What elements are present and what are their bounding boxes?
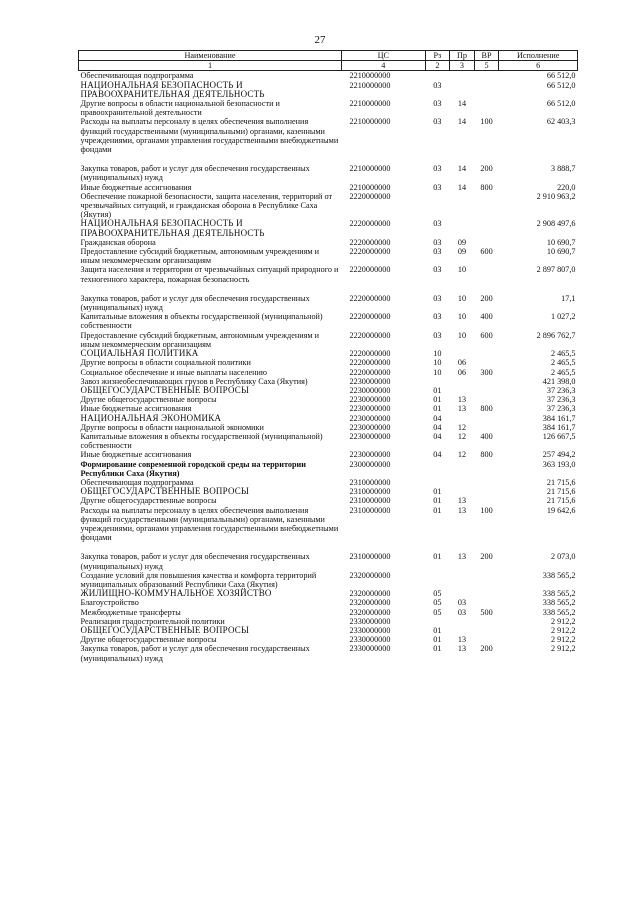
row-name: Предоставление субсидий бюджетным, автономным учреждениям и иным некоммерческим организациям [80, 247, 319, 266]
row-cs: 2320000000 [349, 598, 391, 608]
col-rz-header: Рз [425, 51, 450, 61]
row-cs: 2220000000 [349, 265, 391, 275]
row-rz: 10 [433, 367, 442, 377]
row-cs: 2220000000 [349, 358, 391, 368]
row-pr [450, 617, 475, 626]
row-name: ЖИЛИЩНО-КОММУНАЛЬНОЕ ХОЗЯЙСТВО [80, 588, 272, 599]
row-sum: 338 565,2 [542, 570, 576, 580]
row-sum: 363 193,0 [542, 459, 576, 469]
row-pr [450, 192, 475, 220]
row-sum: 21 715,6 [546, 487, 576, 497]
col-pr-header: Пр [450, 51, 475, 61]
row-rz: 03 [433, 247, 442, 257]
row-cs: 2320000000 [349, 570, 391, 580]
row-cs: 2210000000 [349, 182, 391, 192]
row-pr: 10 [457, 312, 467, 322]
row-pr: 06 [457, 367, 467, 377]
row-sum: 37 236,3 [546, 385, 576, 395]
row-vr [474, 478, 499, 487]
row-sum: 2 465,5 [550, 358, 576, 368]
row-name: Иные бюджетные ассигнования [80, 404, 192, 414]
col-num: 1 [79, 61, 342, 71]
row-sum: 338 565,2 [542, 607, 576, 617]
col-sum-header: Исполнение [499, 51, 578, 61]
row-pr: 13 [457, 644, 467, 654]
row-sum: 2 897 807,0 [536, 265, 576, 275]
row-vr: 200 [480, 293, 493, 303]
row-cs: 2220000000 [349, 219, 391, 229]
row-name: Формирование современной городской среды на территории Республики Саха (Якутия) [80, 459, 306, 478]
row-pr: 13 [457, 395, 467, 405]
row-rz [425, 71, 450, 81]
row-name: Гражданская оборона [80, 237, 156, 247]
row-sum: 37 236,3 [546, 404, 576, 414]
budget-table [78, 50, 578, 663]
table-row [79, 487, 578, 496]
col-num: 3 [450, 61, 475, 71]
row-pr [450, 81, 475, 99]
row-name: Обеспечивающая подпрограмма [80, 71, 194, 81]
row-sum: 338 565,2 [542, 598, 576, 608]
row-spacer [79, 154, 578, 164]
table-row [79, 247, 578, 265]
row-rz: 03 [433, 293, 442, 303]
row-vr [474, 635, 499, 644]
row-cs: 2210000000 [349, 71, 391, 81]
table-body [79, 71, 578, 663]
row-sum: 2 912,2 [550, 616, 576, 626]
table-row [79, 414, 578, 423]
row-name: НАЦИОНАЛЬНАЯ БЕЗОПАСНОСТЬ И ПРАВООХРАНИТЕЛЬНАЯ ДЕЯТЕЛЬНОСТЬ [80, 218, 265, 238]
row-vr: 400 [480, 431, 493, 441]
row-sum: 2 912,2 [550, 644, 576, 654]
row-rz: 03 [433, 330, 442, 340]
row-sum: 2 910 963,2 [536, 191, 576, 201]
row-rz: 03 [433, 265, 442, 275]
row-rz [425, 192, 450, 220]
row-cs: 2220000000 [349, 349, 391, 359]
row-name: Завоз жизнеобеспечивающих грузов в Республику Саха (Якутия) [80, 376, 308, 386]
row-vr: 200 [480, 644, 493, 654]
row-cs: 2310000000 [349, 496, 391, 506]
row-pr: 14 [457, 99, 467, 109]
row-cs: 2220000000 [349, 330, 391, 340]
row-name: Создание условий для повышения качества и комфорта территорий муниципальных образований Республики Саха (Якутия) [80, 570, 317, 589]
row-sum: 2 073,0 [550, 552, 576, 562]
row-pr: 14 [457, 117, 467, 127]
row-pr [450, 414, 475, 423]
row-rz [425, 571, 450, 589]
row-vr [474, 423, 499, 432]
row-pr: 03 [457, 598, 467, 608]
row-rz: 05 [433, 589, 442, 599]
table-row [79, 192, 578, 220]
row-vr [474, 219, 499, 237]
row-cs: 2230000000 [349, 422, 391, 432]
row-cs: 2330000000 [349, 644, 391, 654]
row-vr: 600 [480, 330, 493, 340]
row-pr: 12 [457, 422, 467, 432]
row-pr: 09 [457, 247, 467, 257]
row-rz: 01 [433, 644, 442, 654]
row-cs: 2330000000 [349, 625, 391, 635]
row-vr: 200 [480, 552, 493, 562]
col-name-header: Наименование [79, 51, 342, 61]
row-pr: 10 [457, 265, 467, 275]
row-cs: 2300000000 [349, 459, 391, 469]
row-name: НАЦИОНАЛЬНАЯ ЭКОНОМИКА [80, 412, 222, 423]
row-pr [450, 349, 475, 358]
row-vr [474, 386, 499, 395]
row-name: Другие общегосударственные вопросы [80, 496, 217, 506]
row-rz: 03 [433, 117, 442, 127]
row-pr: 13 [457, 635, 467, 645]
table-row [79, 117, 578, 154]
row-rz: 03 [433, 164, 442, 174]
col-cs-header: ЦС [342, 51, 426, 61]
row-name: Другие общегосударственные вопросы [80, 395, 217, 405]
row-pr [450, 626, 475, 635]
row-vr [474, 598, 499, 607]
table-row [79, 164, 578, 182]
row-vr [474, 571, 499, 589]
row-name: ОБЩЕГОСУДАРСТВЕННЫЕ ВОПРОСЫ [80, 486, 250, 497]
row-rz: 01 [433, 385, 442, 395]
row-sum: 2 465,5 [550, 349, 576, 359]
table-row [79, 358, 578, 367]
table-row [79, 219, 578, 237]
row-pr [450, 589, 475, 598]
row-vr: 800 [480, 404, 493, 414]
table-row [79, 349, 578, 358]
row-cs: 2230000000 [349, 376, 391, 386]
table-row [79, 386, 578, 395]
row-cs: 2220000000 [349, 237, 391, 247]
row-rz: 03 [433, 312, 442, 322]
row-sum: 66 512,0 [546, 71, 576, 81]
row-name: Защита населения и территории от чрезвычайных ситуаций природного и техногенного характера, пожарная безопасность [80, 265, 339, 284]
row-sum: 21 715,6 [546, 477, 576, 487]
row-name: НАЦИОНАЛЬНАЯ БЕЗОПАСНОСТЬ И ПРАВООХРАНИТЕЛЬНАЯ ДЕЯТЕЛЬНОСТЬ [80, 79, 265, 99]
row-sum: 17,1 [561, 293, 576, 303]
row-rz [425, 460, 450, 478]
row-name: Расходы на выплаты персоналу в целях обеспечения выполнения функций государственными (муниципальными) органами, казенными учреждениями, органами управления государственными внебюджетными фондами [80, 117, 339, 155]
row-sum: 126 667,5 [542, 431, 576, 441]
row-rz: 05 [433, 607, 442, 617]
table-row [79, 450, 578, 459]
row-vr [474, 377, 499, 386]
row-pr: 13 [457, 404, 467, 414]
row-cs: 2230000000 [349, 385, 391, 395]
row-vr [474, 99, 499, 117]
row-vr [474, 71, 499, 81]
row-sum: 1 027,2 [550, 312, 576, 322]
row-name: Капитальные вложения в объекты государственной (муниципальной) собственности [80, 431, 323, 451]
row-vr: 500 [480, 607, 493, 617]
row-name: Закупка товаров, работ и услуг для обеспечения государственных (муниципальных) нужд [80, 293, 310, 313]
table-row [79, 423, 578, 432]
row-sum: 10 690,7 [546, 247, 576, 257]
row-sum: 2 465,5 [550, 367, 576, 377]
row-cs: 2330000000 [349, 616, 391, 626]
row-cs: 2310000000 [349, 505, 391, 515]
row-cs: 2210000000 [349, 80, 391, 90]
row-sum: 384 161,7 [542, 422, 576, 432]
row-vr [474, 487, 499, 496]
row-pr: 10 [457, 330, 467, 340]
row-name: Закупка товаров, работ и услуг для обеспечения государственных (муниципальных) нужд [80, 552, 310, 571]
table-row [79, 496, 578, 505]
row-pr: 13 [457, 552, 467, 562]
row-pr [450, 571, 475, 589]
row-name: Другие вопросы в области социальной политики [80, 358, 251, 368]
row-name: ОБЩЕГОСУДАРСТВЕННЫЕ ВОПРОСЫ [80, 624, 250, 635]
row-spacer [79, 284, 578, 294]
row-sum: 19 642,6 [546, 505, 576, 515]
col-vr-header: ВР [474, 51, 499, 61]
row-sum: 220,0 [557, 182, 576, 192]
row-pr [450, 386, 475, 395]
row-vr: 800 [480, 182, 493, 192]
row-rz: 03 [433, 99, 442, 109]
row-spacer [79, 542, 578, 552]
row-name: Капитальные вложения в объекты государственной (муниципальной) собственности [80, 312, 323, 331]
row-pr [450, 71, 475, 81]
row-name: Иные бюджетные ассигнования [80, 450, 192, 460]
row-pr: 14 [457, 182, 467, 192]
page-number: 27 [314, 34, 326, 46]
row-name: СОЦИАЛЬНАЯ ПОЛИТИКА [80, 348, 199, 359]
row-sum: 384 161,7 [542, 413, 576, 423]
row-cs: 2230000000 [349, 395, 391, 405]
table-row [79, 81, 578, 99]
row-name: Иные бюджетные ассигнования [80, 182, 192, 192]
row-cs: 2220000000 [349, 312, 391, 322]
row-rz: 04 [433, 450, 442, 460]
row-pr: 12 [457, 431, 467, 441]
row-name: Предоставление субсидий бюджетным, автономным учреждениям и иным некоммерческим организациям [80, 330, 319, 349]
row-pr: 13 [457, 496, 467, 506]
row-cs: 2220000000 [349, 191, 391, 201]
table-row [79, 265, 578, 283]
row-name: Реализация градостроительной политики [80, 616, 225, 626]
row-rz [425, 478, 450, 487]
row-rz [425, 377, 450, 386]
row-pr [450, 478, 475, 487]
col-num: 2 [425, 61, 450, 71]
table-row [79, 626, 578, 635]
row-rz: 01 [433, 404, 442, 414]
row-sum: 421 398,0 [542, 376, 576, 386]
row-sum: 21 715,6 [546, 496, 576, 506]
table-row [79, 395, 578, 404]
row-vr: 300 [480, 367, 493, 377]
row-name: Закупка товаров, работ и услуг для обеспечения государственных (муниципальных) нужд [80, 644, 310, 663]
row-cs: 2310000000 [349, 477, 391, 487]
row-vr [474, 192, 499, 220]
row-name: Закупка товаров, работ и услуг для обеспечения государственных (муниципальных) нужд [80, 164, 310, 183]
table-row [79, 571, 578, 589]
row-cs: 2210000000 [349, 117, 391, 127]
row-cs: 2220000000 [349, 293, 391, 303]
row-vr [474, 238, 499, 247]
row-vr: 100 [480, 505, 493, 515]
table-row [79, 183, 578, 192]
row-pr [450, 487, 475, 496]
row-rz: 03 [433, 80, 442, 90]
row-pr [450, 377, 475, 386]
row-sum: 2 912,2 [550, 625, 576, 635]
row-name: Обеспечивающая подпрограмма [80, 477, 194, 487]
row-vr: 800 [480, 450, 493, 460]
table-header-row [79, 51, 578, 61]
row-sum: 66 512,0 [546, 99, 576, 109]
row-cs: 2310000000 [349, 552, 391, 562]
col-num: 6 [499, 61, 578, 71]
row-vr [474, 460, 499, 478]
row-sum: 2 908 497,6 [536, 219, 576, 229]
row-sum: 10 690,7 [546, 237, 576, 247]
row-pr: 03 [457, 607, 467, 617]
row-sum: 37 236,3 [546, 395, 576, 405]
table-row [79, 331, 578, 349]
table-row [79, 589, 578, 598]
table-row [79, 460, 578, 478]
row-rz: 10 [433, 358, 442, 368]
row-cs: 2210000000 [349, 164, 391, 174]
row-sum: 62 403,3 [546, 117, 576, 127]
row-vr: 600 [480, 247, 493, 257]
table-row [79, 598, 578, 607]
table-row [79, 312, 578, 330]
table-row [79, 635, 578, 644]
row-rz: 05 [433, 598, 442, 608]
row-cs: 2230000000 [349, 431, 391, 441]
row-vr [474, 414, 499, 423]
row-vr [474, 358, 499, 367]
row-rz: 01 [433, 395, 442, 405]
row-rz: 01 [433, 496, 442, 506]
row-rz: 04 [433, 431, 442, 441]
row-cs: 2210000000 [349, 99, 391, 109]
row-sum: 66 512,0 [546, 80, 576, 90]
row-cs: 2220000000 [349, 247, 391, 257]
row-pr [450, 219, 475, 237]
row-vr: 100 [480, 117, 493, 127]
col-num: 4 [342, 61, 426, 71]
row-rz: 03 [433, 182, 442, 192]
row-pr [450, 460, 475, 478]
row-cs: 2230000000 [349, 404, 391, 414]
table-row [79, 644, 578, 662]
row-sum: 257 494,2 [542, 450, 576, 460]
row-cs: 2310000000 [349, 487, 391, 497]
table-row [79, 238, 578, 247]
row-rz: 01 [433, 552, 442, 562]
row-rz: 10 [433, 349, 442, 359]
row-name: Другие вопросы в области национальной экономики [80, 422, 264, 432]
row-cs: 2230000000 [349, 413, 391, 423]
row-rz: 01 [433, 487, 442, 497]
row-cs: 2320000000 [349, 589, 391, 599]
row-vr: 400 [480, 312, 493, 322]
row-vr [474, 349, 499, 358]
row-rz [425, 617, 450, 626]
row-sum: 338 565,2 [542, 589, 576, 599]
row-name: Межбюджетные трансферты [80, 607, 181, 617]
table-colnum-row [79, 61, 578, 71]
row-pr: 09 [457, 237, 467, 247]
row-rz: 01 [433, 625, 442, 635]
table-row [79, 368, 578, 377]
table-row [79, 608, 578, 617]
row-rz: 03 [433, 237, 442, 247]
row-sum: 2 912,2 [550, 635, 576, 645]
row-rz: 04 [433, 413, 442, 423]
row-name: Расходы на выплаты персоналу в целях обеспечения выполнения функций государственными (муниципальными) органами, казенными учреждениями, органами управления государственными внебюджетными фондами [80, 505, 339, 543]
row-name: Другие вопросы в области национальной безопасности и правоохранительной деятельности [80, 99, 280, 118]
row-vr [474, 617, 499, 626]
row-cs: 2320000000 [349, 607, 391, 617]
row-rz: 01 [433, 635, 442, 645]
row-vr: 200 [480, 164, 493, 174]
row-sum: 3 888,7 [550, 164, 576, 174]
row-sum: 2 896 762,7 [536, 330, 576, 340]
row-cs: 2220000000 [349, 367, 391, 377]
row-vr [474, 81, 499, 99]
row-pr: 14 [457, 164, 467, 174]
row-vr [474, 265, 499, 283]
row-vr [474, 626, 499, 635]
row-cs: 2330000000 [349, 635, 391, 645]
row-vr [474, 496, 499, 505]
table-row [79, 432, 578, 450]
row-name: Обеспечение пожарной безопасности, защита населения, территорий от чрезвычайных ситуаций, и гражданская оборона в Республике Саха (Якутия) [80, 191, 333, 220]
row-vr [474, 395, 499, 404]
row-rz: 01 [433, 505, 442, 515]
row-pr: 12 [457, 450, 467, 460]
col-num: 5 [474, 61, 499, 71]
row-pr: 06 [457, 358, 467, 368]
row-name: Благоустройство [80, 598, 139, 608]
row-cs: 2230000000 [349, 450, 391, 460]
table-row [79, 506, 578, 543]
table-row [79, 552, 578, 570]
row-name: Социальное обеспечение и иные выплаты населению [80, 367, 267, 377]
row-vr [474, 589, 499, 598]
table-row [79, 99, 578, 117]
row-pr: 13 [457, 505, 467, 515]
row-name: ОБЩЕГОСУДАРСТВЕННЫЕ ВОПРОСЫ [80, 384, 250, 395]
row-rz: 03 [433, 219, 442, 229]
row-rz: 04 [433, 422, 442, 432]
row-name: Другие общегосударственные вопросы [80, 635, 217, 645]
row-pr: 10 [457, 293, 467, 303]
table-row [79, 294, 578, 312]
